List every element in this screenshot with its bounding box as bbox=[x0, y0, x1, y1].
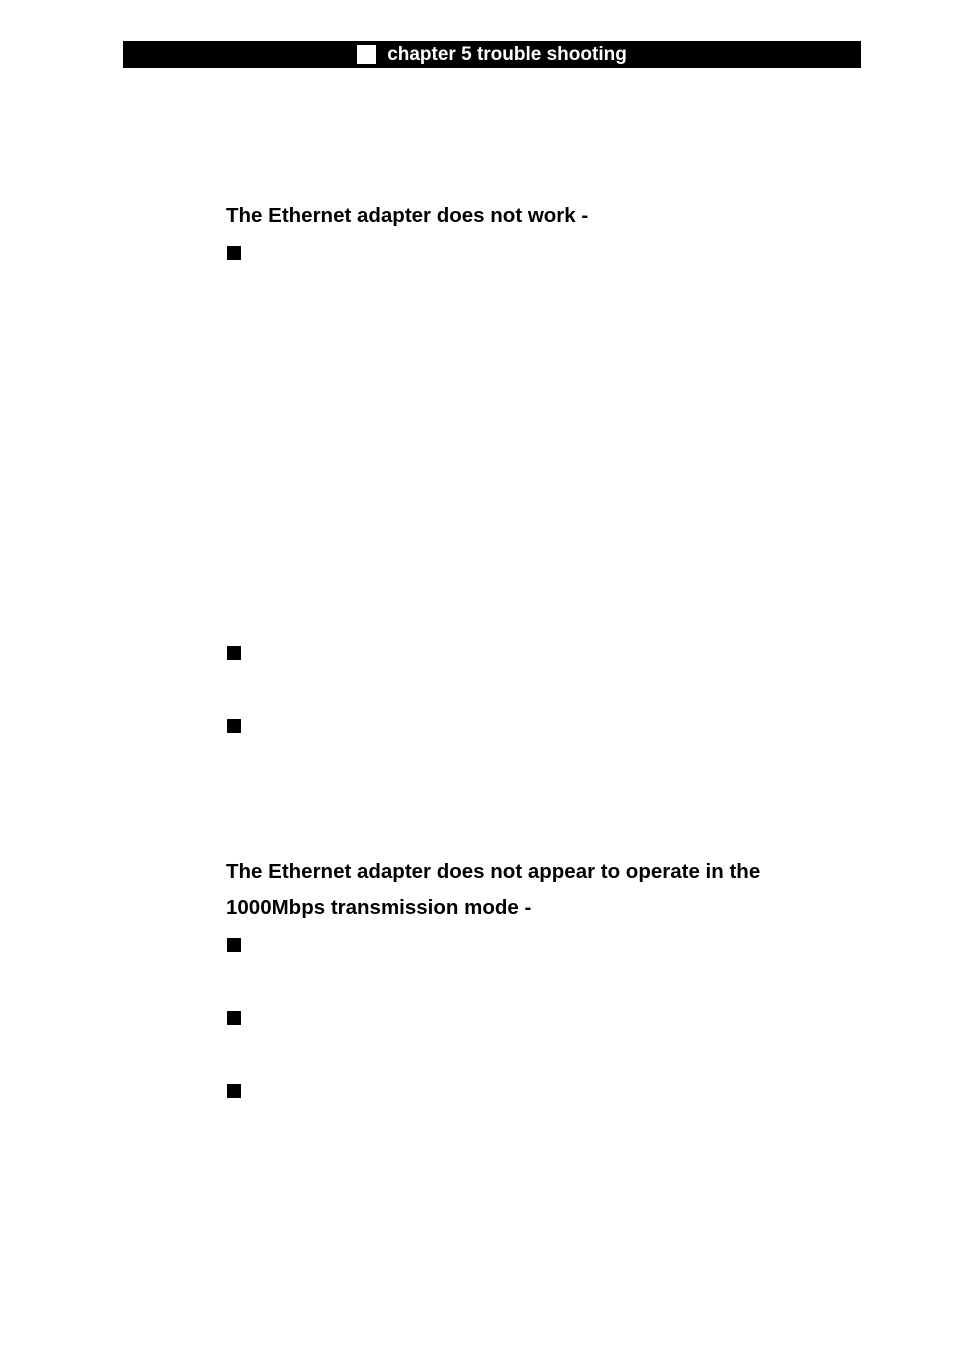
bullet-icon bbox=[227, 1084, 241, 1098]
bullet-icon bbox=[227, 1011, 241, 1025]
bullet-icon bbox=[227, 938, 241, 952]
section-heading-adapter-not-work: The Ethernet adapter does not work - bbox=[226, 204, 589, 227]
section-heading-1000mbps-line2: 1000Mbps transmission mode - bbox=[226, 896, 532, 919]
bullet-icon bbox=[227, 646, 241, 660]
chapter-title: chapter 5 trouble shooting bbox=[387, 43, 627, 65]
section-heading-1000mbps-line1: The Ethernet adapter does not appear to operate in the bbox=[226, 860, 761, 883]
white-square-icon bbox=[357, 45, 376, 64]
bullet-icon bbox=[227, 719, 241, 733]
chapter-header-bar bbox=[123, 41, 861, 68]
bullet-icon bbox=[227, 246, 241, 260]
chapter-header bbox=[357, 44, 627, 66]
